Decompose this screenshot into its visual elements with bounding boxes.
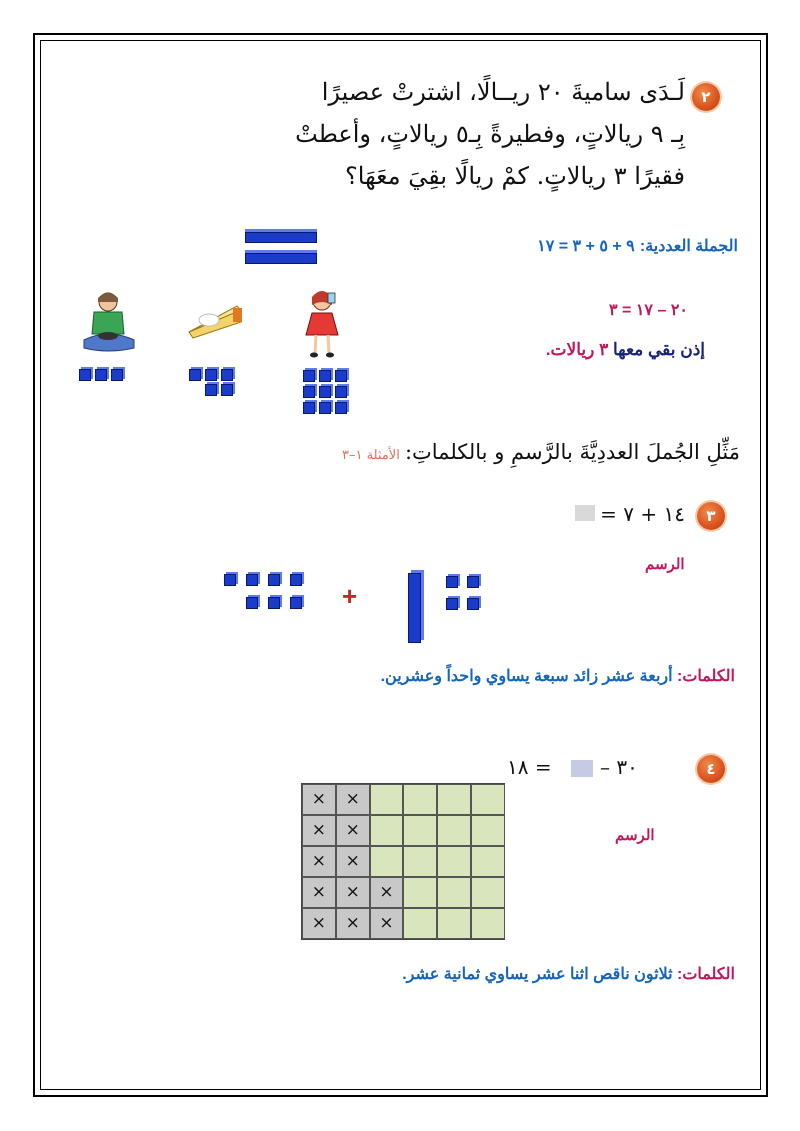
- crossed-grid-cell: ×: [370, 877, 404, 908]
- ten-rod-icon: [245, 253, 317, 264]
- unit-cube-icon: [467, 598, 479, 610]
- unit-cube-icon: [319, 386, 331, 398]
- answer-prefix: إذن بقي معها: [612, 340, 705, 359]
- crossed-grid-cell: ×: [336, 815, 370, 846]
- unit-cube-icon: [221, 384, 233, 396]
- unit-cube-icon: [446, 576, 458, 588]
- problem-2-line-2: بِـ ٩ ريالاتٍ، وفطيرةً بِـ٥ ريالاتٍ، وأعطتْ: [295, 120, 685, 148]
- problem-3-badge: ٣: [697, 502, 725, 530]
- unit-cube-icon: [189, 369, 201, 381]
- poor-man-icon: [78, 290, 140, 356]
- problem-3-words: [381, 666, 735, 686]
- answer-blank-box: [571, 760, 593, 777]
- grid-cell: [370, 815, 404, 846]
- grid-cell: [403, 815, 437, 846]
- unit-cube-icon: [303, 386, 315, 398]
- grid-cell: [370, 846, 404, 877]
- number-sentence-label: الجملة العددية:: [639, 238, 738, 255]
- grid-cell: [471, 846, 505, 877]
- words-label: الكلمات:: [677, 966, 735, 983]
- grid-cell: [403, 846, 437, 877]
- subtraction-sentence: ٢٠ – ١٧ = ٣: [609, 302, 688, 319]
- problem-4-badge: ٤: [697, 755, 725, 783]
- unit-cube-icon: [246, 574, 258, 586]
- unit-cube-icon: [205, 384, 217, 396]
- pie-slice-icon: [185, 302, 245, 342]
- unit-cube-icon: [111, 369, 123, 381]
- unit-cube-icon: [319, 402, 331, 414]
- grid-cell: [471, 877, 505, 908]
- unit-cube-icon: [246, 597, 258, 609]
- grid-cell: [370, 784, 404, 815]
- crossed-grid-cell: ×: [370, 908, 404, 939]
- grid-cell: [437, 784, 471, 815]
- unit-cube-icon: [224, 574, 236, 586]
- unit-cube-icon: [335, 402, 347, 414]
- number-sentence: [537, 236, 738, 256]
- answer-sentence: [546, 340, 705, 360]
- section-heading-row: [342, 440, 740, 464]
- unit-cube-icon: [290, 574, 302, 586]
- words-text: ثلاثون ناقص اثنا عشر يساوي ثمانية عشر.: [402, 966, 673, 983]
- unit-cube-icon: [268, 597, 280, 609]
- ten-rod-icon: [408, 573, 421, 643]
- problem-4-words: [402, 964, 735, 984]
- crossed-grid-cell: ×: [336, 877, 370, 908]
- number-sentence-expression: ٩ + ٥ + ٣ = ١٧: [537, 238, 635, 255]
- grid-cell: [437, 908, 471, 939]
- unit-cube-icon: [268, 574, 280, 586]
- unit-cube-icon: [95, 369, 107, 381]
- unit-cube-icon: [446, 598, 458, 610]
- problem-3-expression: ١٤ + ٧ =: [600, 502, 685, 526]
- problem-2-line-3: فقيرًا ٣ ريالاتٍ. كمْ ريالًا بقِيَ معَهَا؟: [345, 162, 685, 190]
- grid-cell: [403, 877, 437, 908]
- unit-cube-icon: [303, 402, 315, 414]
- problem-4-expression-left: ٣٠ –: [600, 755, 638, 779]
- grid-cell: [403, 784, 437, 815]
- answer-blank-box: [575, 505, 595, 521]
- grid-cell: [437, 846, 471, 877]
- problem-2-badge: ٢: [692, 83, 720, 111]
- crossed-grid-cell: ×: [302, 846, 336, 877]
- answer-value: ٣ ريالات.: [545, 340, 609, 359]
- girl-drinking-icon: [300, 287, 350, 362]
- grid-cell: [471, 784, 505, 815]
- grid-cell: [471, 815, 505, 846]
- problem-3-drawing-label: الرسم: [645, 556, 685, 573]
- words-text: أربعة عشر زائد سبعة يساوي واحداً وعشرين.: [380, 668, 673, 685]
- problem-4-drawing-label: الرسم: [615, 827, 655, 844]
- problem-4-expression-right: = ١٨: [507, 755, 552, 779]
- crossed-grid-cell: ×: [302, 815, 336, 846]
- subtraction-grid: [301, 783, 505, 940]
- grid-cell: [471, 908, 505, 939]
- unit-cube-icon: [335, 370, 347, 382]
- crossed-grid-cell: ×: [336, 784, 370, 815]
- words-label: الكلمات:: [677, 668, 735, 685]
- problem-2-line-1: لَـدَى ساميةَ ٢٠ ريــالًا، اشترتْ عصيرًا: [321, 78, 685, 106]
- ten-rod-icon: [245, 232, 317, 243]
- crossed-grid-cell: ×: [336, 846, 370, 877]
- unit-cube-icon: [319, 370, 331, 382]
- unit-cube-icon: [303, 370, 315, 382]
- unit-cube-icon: [335, 386, 347, 398]
- unit-cube-icon: [290, 597, 302, 609]
- crossed-grid-cell: ×: [302, 877, 336, 908]
- crossed-grid-cell: ×: [302, 908, 336, 939]
- crossed-grid-cell: ×: [336, 908, 370, 939]
- unit-cube-icon: [221, 369, 233, 381]
- section-reference: الأمثلة ١–٣: [342, 448, 400, 463]
- plus-sign: +: [342, 581, 358, 611]
- crossed-grid-cell: ×: [302, 784, 336, 815]
- grid-cell: [437, 877, 471, 908]
- grid-cell: [437, 815, 471, 846]
- unit-cube-icon: [467, 576, 479, 588]
- unit-cube-icon: [205, 369, 217, 381]
- grid-cell: [403, 908, 437, 939]
- section-heading: مَثِّلِ الجُملَ العددِيَّةَ بالرَّسمِ و بالكلماتِ:: [404, 440, 740, 464]
- unit-cube-icon: [79, 369, 91, 381]
